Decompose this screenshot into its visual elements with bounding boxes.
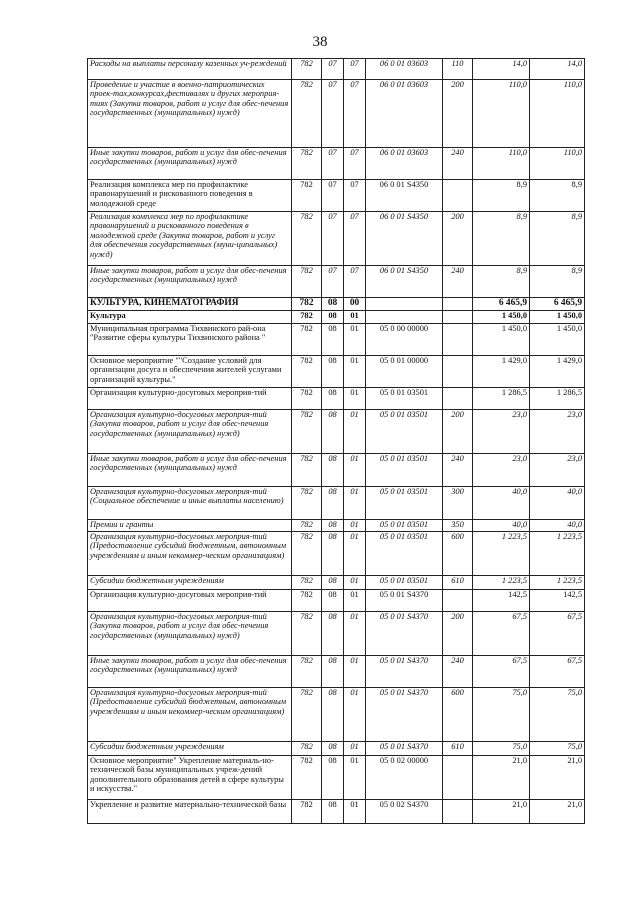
row-amount-2-cell: 1 223,5 bbox=[530, 532, 585, 576]
row-grbs-cell: 782 bbox=[292, 59, 322, 80]
row-amount-1-cell: 8,9 bbox=[473, 266, 530, 298]
row-target-article-cell: 05 0 01 03501 bbox=[366, 454, 443, 487]
row-target-article-cell: 05 0 01 03501 bbox=[366, 520, 443, 532]
row-expense-type-cell: 610 bbox=[443, 576, 473, 590]
table-row bbox=[88, 356, 585, 388]
table-row bbox=[88, 520, 585, 532]
row-target-article-cell: 06 0 01 03603 bbox=[366, 148, 443, 180]
row-expense-type-cell: 600 bbox=[443, 532, 473, 576]
row-expense-type-cell bbox=[443, 324, 473, 356]
row-subsection-cell: 01 bbox=[344, 410, 366, 454]
row-section-cell: 08 bbox=[322, 388, 344, 410]
row-section-cell: 08 bbox=[322, 756, 344, 800]
table-row bbox=[88, 266, 585, 298]
table-row bbox=[88, 454, 585, 487]
row-name-cell: Организация культурно-досуговых мероприя-тий (Социальное обеспечение и иные выплаты населению) bbox=[88, 487, 292, 520]
row-subsection-cell: 07 bbox=[344, 80, 366, 148]
row-amount-1-cell: 1 450,0 bbox=[473, 311, 530, 324]
row-name-cell: Расходы на выплаты персоналу казенных уч-реждений bbox=[88, 59, 292, 80]
row-grbs-cell: 782 bbox=[292, 180, 322, 212]
row-section-cell: 08 bbox=[322, 356, 344, 388]
table-row bbox=[88, 656, 585, 688]
row-target-article-cell: 05 0 01 S4370 bbox=[366, 590, 443, 612]
row-grbs-cell: 782 bbox=[292, 410, 322, 454]
table-row bbox=[88, 298, 585, 311]
row-amount-2-cell: 8,9 bbox=[530, 180, 585, 212]
row-expense-type-cell: 200 bbox=[443, 410, 473, 454]
row-amount-2-cell: 110,0 bbox=[530, 148, 585, 180]
row-expense-type-cell: 240 bbox=[443, 656, 473, 688]
row-subsection-cell: 00 bbox=[344, 298, 366, 311]
row-target-article-cell: 05 0 01 S4370 bbox=[366, 742, 443, 756]
row-grbs-cell: 782 bbox=[292, 742, 322, 756]
row-subsection-cell: 01 bbox=[344, 388, 366, 410]
row-section-cell: 08 bbox=[322, 590, 344, 612]
row-subsection-cell: 01 bbox=[344, 487, 366, 520]
row-section-cell: 08 bbox=[322, 298, 344, 311]
row-target-article-cell: 05 0 01 03501 bbox=[366, 388, 443, 410]
row-target-article-cell bbox=[366, 311, 443, 324]
row-name-cell: Проведение и участие в военно-патриотических проек-тах,конкурсах,фестивалях и других мероприя-тиях (Закупка товаров, работ и услуг для обес-печения государственных (муниципальных) нужд) bbox=[88, 80, 292, 148]
row-target-article-cell: 05 0 01 S4370 bbox=[366, 656, 443, 688]
row-amount-1-cell: 1 223,5 bbox=[473, 532, 530, 576]
row-expense-type-cell bbox=[443, 311, 473, 324]
row-amount-2-cell: 6 465,9 bbox=[530, 298, 585, 311]
row-expense-type-cell: 300 bbox=[443, 487, 473, 520]
row-name-cell: Основное мероприятие" Укрепление материаль-но-технической базы муниципальных учреж-дений дополнительного образования детей в сфере культуры и искусства." bbox=[88, 756, 292, 800]
row-amount-1-cell: 1 429,0 bbox=[473, 356, 530, 388]
row-expense-type-cell: 240 bbox=[443, 266, 473, 298]
row-amount-1-cell: 1 286,5 bbox=[473, 388, 530, 410]
row-section-cell: 07 bbox=[322, 180, 344, 212]
row-target-article-cell: 05 0 01 S4370 bbox=[366, 612, 443, 656]
row-expense-type-cell: 240 bbox=[443, 454, 473, 487]
row-name-cell: Реализация комплекса мер по профилактике правонарушений и рискованного поведения в молодежной среде (Закупка товаров, работ и услуг для обеспечения государственных (муни-ципальных) нужд) bbox=[88, 212, 292, 266]
row-grbs-cell: 782 bbox=[292, 688, 322, 742]
row-name-cell: Укрепление и развитие материально-технической базы bbox=[88, 800, 292, 824]
row-grbs-cell: 782 bbox=[292, 298, 322, 311]
row-name-cell: Культура bbox=[88, 311, 292, 324]
row-grbs-cell: 782 bbox=[292, 324, 322, 356]
row-name-cell: Иные закупки товаров, работ и услуг для обес-печения государственных (муниципальных) нужд bbox=[88, 656, 292, 688]
row-target-article-cell: 05 0 01 00000 bbox=[366, 356, 443, 388]
table-row bbox=[88, 324, 585, 356]
row-subsection-cell: 01 bbox=[344, 656, 366, 688]
row-expense-type-cell bbox=[443, 388, 473, 410]
row-section-cell: 07 bbox=[322, 59, 344, 80]
row-name-cell: Премии и гранты bbox=[88, 520, 292, 532]
row-grbs-cell: 782 bbox=[292, 311, 322, 324]
row-section-cell: 08 bbox=[322, 487, 344, 520]
row-amount-2-cell: 23,0 bbox=[530, 410, 585, 454]
row-section-cell: 08 bbox=[322, 612, 344, 656]
row-expense-type-cell bbox=[443, 756, 473, 800]
row-amount-1-cell: 75,0 bbox=[473, 742, 530, 756]
row-subsection-cell: 07 bbox=[344, 148, 366, 180]
row-subsection-cell: 01 bbox=[344, 688, 366, 742]
row-section-cell: 08 bbox=[322, 532, 344, 576]
row-name-cell: Организация культурно-досуговых мероприя-тий (Закупка товаров, работ и услуг для обес-печения государственных (муниципальных) нужд) bbox=[88, 410, 292, 454]
row-name-cell: Основное мероприятие ""Создание условий для организации досуга и обеспечения жителей услугами организаций культуры." bbox=[88, 356, 292, 388]
row-name-cell: Иные закупки товаров, работ и услуг для обес-печения государственных (муниципальных) нужд bbox=[88, 454, 292, 487]
row-amount-1-cell: 23,0 bbox=[473, 410, 530, 454]
row-section-cell: 08 bbox=[322, 520, 344, 532]
row-grbs-cell: 782 bbox=[292, 756, 322, 800]
table-row bbox=[88, 742, 585, 756]
row-subsection-cell: 07 bbox=[344, 266, 366, 298]
row-target-article-cell: 05 0 00 00000 bbox=[366, 324, 443, 356]
row-name-cell: Иные закупки товаров, работ и услуг для обес-печения государственных (муниципальных) нужд bbox=[88, 148, 292, 180]
row-section-cell: 08 bbox=[322, 410, 344, 454]
row-subsection-cell: 01 bbox=[344, 742, 366, 756]
row-amount-2-cell: 67,5 bbox=[530, 612, 585, 656]
row-subsection-cell: 01 bbox=[344, 800, 366, 824]
row-amount-2-cell: 21,0 bbox=[530, 756, 585, 800]
table-row bbox=[88, 756, 585, 800]
row-section-cell: 08 bbox=[322, 454, 344, 487]
row-name-cell: КУЛЬТУРА, КИНЕМАТОГРАФИЯ bbox=[88, 298, 292, 311]
row-section-cell: 07 bbox=[322, 212, 344, 266]
row-section-cell: 08 bbox=[322, 800, 344, 824]
row-amount-2-cell: 67,5 bbox=[530, 656, 585, 688]
row-amount-2-cell: 75,0 bbox=[530, 688, 585, 742]
table-row bbox=[88, 388, 585, 410]
row-expense-type-cell: 110 bbox=[443, 59, 473, 80]
row-amount-1-cell: 142,5 bbox=[473, 590, 530, 612]
row-expense-type-cell: 600 bbox=[443, 688, 473, 742]
row-amount-2-cell: 40,0 bbox=[530, 487, 585, 520]
row-amount-1-cell: 40,0 bbox=[473, 520, 530, 532]
row-amount-1-cell: 1 450,0 bbox=[473, 324, 530, 356]
row-amount-2-cell: 110,0 bbox=[530, 80, 585, 148]
table-row bbox=[88, 180, 585, 212]
row-amount-1-cell: 40,0 bbox=[473, 487, 530, 520]
row-expense-type-cell bbox=[443, 180, 473, 212]
table-row bbox=[88, 59, 585, 80]
row-section-cell: 07 bbox=[322, 148, 344, 180]
table-row bbox=[88, 590, 585, 612]
row-grbs-cell: 782 bbox=[292, 612, 322, 656]
row-amount-2-cell: 23,0 bbox=[530, 454, 585, 487]
row-subsection-cell: 01 bbox=[344, 612, 366, 656]
table-row bbox=[88, 212, 585, 266]
row-grbs-cell: 782 bbox=[292, 590, 322, 612]
row-subsection-cell: 01 bbox=[344, 590, 366, 612]
table-row bbox=[88, 800, 585, 824]
row-grbs-cell: 782 bbox=[292, 212, 322, 266]
row-subsection-cell: 01 bbox=[344, 311, 366, 324]
row-target-article-cell: 05 0 01 03501 bbox=[366, 487, 443, 520]
row-name-cell: Организация культурно-досуговых мероприя-тий bbox=[88, 590, 292, 612]
table-row bbox=[88, 80, 585, 148]
row-amount-1-cell: 75,0 bbox=[473, 688, 530, 742]
row-amount-1-cell: 110,0 bbox=[473, 80, 530, 148]
row-section-cell: 08 bbox=[322, 656, 344, 688]
row-target-article-cell: 05 0 01 03501 bbox=[366, 576, 443, 590]
row-subsection-cell: 07 bbox=[344, 59, 366, 80]
row-subsection-cell: 01 bbox=[344, 756, 366, 800]
row-grbs-cell: 782 bbox=[292, 520, 322, 532]
table-row bbox=[88, 576, 585, 590]
row-grbs-cell: 782 bbox=[292, 487, 322, 520]
row-subsection-cell: 01 bbox=[344, 532, 366, 576]
row-expense-type-cell: 200 bbox=[443, 212, 473, 266]
row-grbs-cell: 782 bbox=[292, 656, 322, 688]
row-amount-1-cell: 8,9 bbox=[473, 212, 530, 266]
row-expense-type-cell bbox=[443, 298, 473, 311]
table-row bbox=[88, 148, 585, 180]
row-target-article-cell: 06 0 01 S4350 bbox=[366, 180, 443, 212]
row-target-article-cell: 06 0 01 S4350 bbox=[366, 266, 443, 298]
table-row bbox=[88, 410, 585, 454]
row-target-article-cell: 05 0 02 00000 bbox=[366, 756, 443, 800]
row-amount-2-cell: 8,9 bbox=[530, 266, 585, 298]
row-target-article-cell: 05 0 01 03501 bbox=[366, 410, 443, 454]
row-target-article-cell: 05 0 01 03501 bbox=[366, 532, 443, 576]
row-expense-type-cell: 350 bbox=[443, 520, 473, 532]
row-target-article-cell: 05 0 01 S4370 bbox=[366, 688, 443, 742]
row-section-cell: 08 bbox=[322, 688, 344, 742]
row-target-article-cell: 06 0 01 S4350 bbox=[366, 212, 443, 266]
row-amount-2-cell: 21,0 bbox=[530, 800, 585, 824]
row-grbs-cell: 782 bbox=[292, 266, 322, 298]
row-section-cell: 08 bbox=[322, 742, 344, 756]
row-amount-2-cell: 40,0 bbox=[530, 520, 585, 532]
row-section-cell: 08 bbox=[322, 311, 344, 324]
row-expense-type-cell bbox=[443, 590, 473, 612]
row-amount-1-cell: 21,0 bbox=[473, 800, 530, 824]
row-section-cell: 08 bbox=[322, 324, 344, 356]
row-amount-2-cell: 14,0 bbox=[530, 59, 585, 80]
row-expense-type-cell: 200 bbox=[443, 80, 473, 148]
row-subsection-cell: 01 bbox=[344, 356, 366, 388]
row-amount-2-cell: 8,9 bbox=[530, 212, 585, 266]
row-name-cell: Организация культурно-досуговых мероприя-тий (Предоставление субсидий бюджетным, автономным учреждениям и иным некоммер-ческим организациям) bbox=[88, 688, 292, 742]
budget-table bbox=[87, 58, 585, 824]
row-target-article-cell: 06 0 01 03603 bbox=[366, 59, 443, 80]
row-section-cell: 08 bbox=[322, 576, 344, 590]
row-amount-1-cell: 14,0 bbox=[473, 59, 530, 80]
row-amount-1-cell: 67,5 bbox=[473, 656, 530, 688]
row-target-article-cell: 05 0 02 S4370 bbox=[366, 800, 443, 824]
row-subsection-cell: 07 bbox=[344, 212, 366, 266]
row-grbs-cell: 782 bbox=[292, 80, 322, 148]
row-name-cell: Организация культурно-досуговых мероприя-тий (Предоставление субсидий бюджетным, автономным учреждениям и иным некоммер-ческим организациям) bbox=[88, 532, 292, 576]
row-name-cell: Субсидии бюджетным учреждениям bbox=[88, 742, 292, 756]
budget-table-body bbox=[88, 59, 585, 824]
row-name-cell: Иные закупки товаров, работ и услуг для обес-печения государственных (муниципальных) нужд bbox=[88, 266, 292, 298]
row-name-cell: Муниципальная программа Тихвинского рай-она "Развитие сферы культуры Тихвинского района " bbox=[88, 324, 292, 356]
row-target-article-cell bbox=[366, 298, 443, 311]
row-amount-1-cell: 110,0 bbox=[473, 148, 530, 180]
row-amount-2-cell: 1 223,5 bbox=[530, 576, 585, 590]
row-amount-1-cell: 67,5 bbox=[473, 612, 530, 656]
row-expense-type-cell: 610 bbox=[443, 742, 473, 756]
row-target-article-cell: 06 0 01 03603 bbox=[366, 80, 443, 148]
row-grbs-cell: 782 bbox=[292, 576, 322, 590]
row-grbs-cell: 782 bbox=[292, 148, 322, 180]
row-expense-type-cell bbox=[443, 356, 473, 388]
row-subsection-cell: 01 bbox=[344, 576, 366, 590]
row-amount-2-cell: 142,5 bbox=[530, 590, 585, 612]
row-section-cell: 07 bbox=[322, 80, 344, 148]
table-row bbox=[88, 688, 585, 742]
table-row bbox=[88, 311, 585, 324]
table-row bbox=[88, 612, 585, 656]
row-amount-2-cell: 1 450,0 bbox=[530, 324, 585, 356]
row-name-cell: Реализация комплекса мер по профилактике правонарушений и рискованного поведения в молодежной среде bbox=[88, 180, 292, 212]
row-amount-1-cell: 21,0 bbox=[473, 756, 530, 800]
row-name-cell: Организация культурно-досуговых мероприя-тий (Закупка товаров, работ и услуг для обес-печения государственных (муниципальных) нужд) bbox=[88, 612, 292, 656]
row-subsection-cell: 01 bbox=[344, 520, 366, 532]
row-expense-type-cell: 240 bbox=[443, 148, 473, 180]
row-name-cell: Организация культурно-досуговых мероприя-тий bbox=[88, 388, 292, 410]
row-amount-2-cell: 1 429,0 bbox=[530, 356, 585, 388]
row-amount-2-cell: 1 450,0 bbox=[530, 311, 585, 324]
row-grbs-cell: 782 bbox=[292, 388, 322, 410]
row-amount-1-cell: 8,9 bbox=[473, 180, 530, 212]
row-grbs-cell: 782 bbox=[292, 532, 322, 576]
row-amount-1-cell: 1 223,5 bbox=[473, 576, 530, 590]
row-subsection-cell: 01 bbox=[344, 454, 366, 487]
table-row bbox=[88, 487, 585, 520]
row-section-cell: 07 bbox=[322, 266, 344, 298]
row-subsection-cell: 01 bbox=[344, 324, 366, 356]
row-amount-1-cell: 6 465,9 bbox=[473, 298, 530, 311]
row-grbs-cell: 782 bbox=[292, 356, 322, 388]
table-row bbox=[88, 532, 585, 576]
row-grbs-cell: 782 bbox=[292, 454, 322, 487]
row-amount-2-cell: 75,0 bbox=[530, 742, 585, 756]
row-subsection-cell: 07 bbox=[344, 180, 366, 212]
row-expense-type-cell bbox=[443, 800, 473, 824]
row-grbs-cell: 782 bbox=[292, 800, 322, 824]
page-number: 38 bbox=[312, 34, 328, 50]
row-amount-1-cell: 23,0 bbox=[473, 454, 530, 487]
row-amount-2-cell: 1 286,5 bbox=[530, 388, 585, 410]
row-name-cell: Субсидии бюджетным учреждениям bbox=[88, 576, 292, 590]
row-expense-type-cell: 200 bbox=[443, 612, 473, 656]
